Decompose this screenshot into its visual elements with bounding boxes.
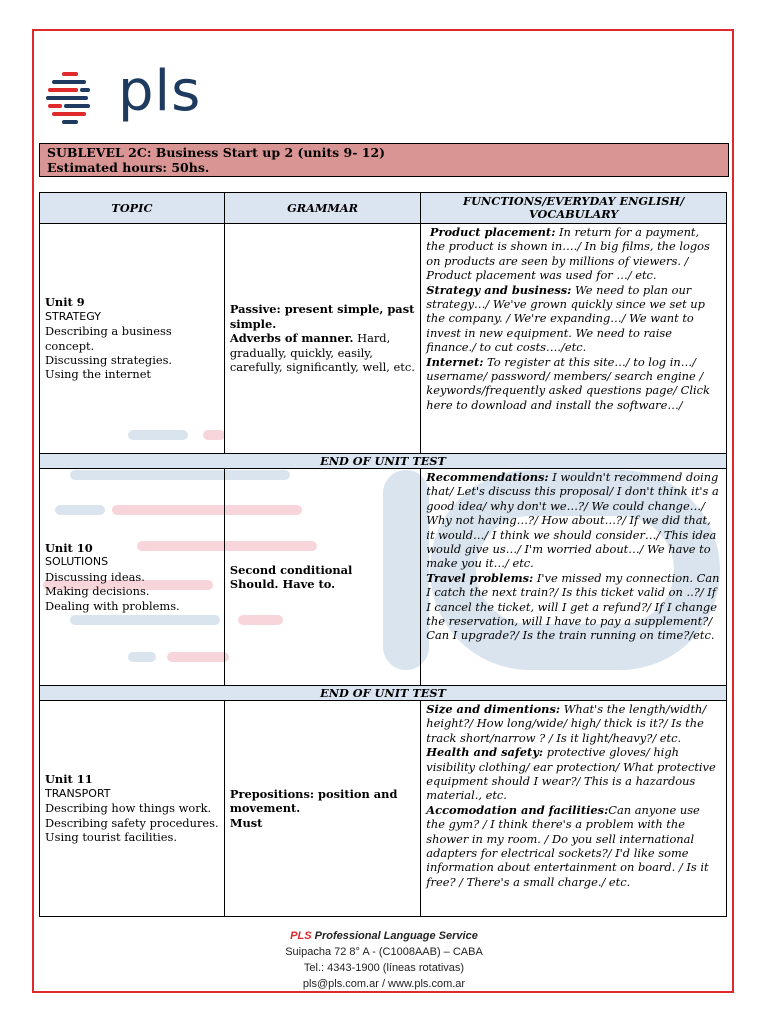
topic-item: Using the internet [45, 367, 152, 382]
grammar-text: Hard, gradually, quickly, easily, carefully, significantly, well, etc. [229, 331, 415, 375]
topic-item: Dealing with problems. [45, 598, 180, 613]
topic-item: Discussing strategies. [45, 352, 173, 367]
end-of-unit-test: END OF UNIT TEST [40, 454, 727, 469]
function-item: Recommendations: I wouldn't recommend doing that/ Let's discuss this proposal/ I don't think it's a good idea/ why don't we…?/ We could change…/ Why not having…?/ How about…?/ If we did that, it would…/ I think we should consider…/ This idea would give us…/ I'm worried about…/ We have to make you it…/ etc. [426, 470, 719, 571]
unit-11-grammar [224, 701, 420, 917]
unit-10-grammar [224, 469, 420, 686]
footer-brand-line [0, 928, 768, 944]
unit-9-topic [40, 224, 225, 454]
grammar-item: Passive: present simple, past simple. [229, 302, 415, 331]
unit-name: STRATEGY [45, 309, 101, 323]
grammar-item: Second conditional [229, 562, 353, 577]
function-item: Internet: To register at this site…/ to log in…/ username/ password/ members/ search engine / keywords/frequently asked questions page/ Click here to download and install the software…/ [426, 354, 710, 412]
table-header-row [40, 193, 727, 224]
unit-number: Unit 10 [45, 540, 93, 555]
header-functions: FUNCTIONS/EVERYDAY ENGLISH/ VOCABULARY [421, 193, 727, 224]
header-grammar: GRAMMAR [224, 193, 420, 224]
grammar-label: Adverbs of manner. [229, 331, 354, 346]
unit-name: SOLUTIONS [45, 555, 109, 569]
unit-9-functions [421, 224, 727, 454]
sublevel-title: SUBLEVEL 2C: Business Start up 2 (units 9- 12) [47, 145, 386, 160]
table-row [40, 469, 727, 686]
grammar-item [230, 331, 415, 374]
topic-item: Discussing ideas. [45, 569, 145, 584]
function-item: Health and safety: protective gloves/ high visibility clothing/ ear protection/ What protective equipment should I wear?/ This is a hazardous material., etc. [426, 745, 716, 803]
footer-phone: Tel.: 4343-1900 (líneas rotativas) [303, 962, 465, 974]
grammar-item: Should. Have to. [229, 577, 336, 591]
footer-address: Suipacha 72 8° A - (C1008AAB) – CABA [285, 946, 483, 958]
unit-number: Unit 9 [45, 295, 85, 310]
end-of-unit-row [40, 686, 727, 701]
end-of-unit-row [40, 454, 727, 469]
unit-10-functions [421, 469, 727, 686]
table-row [40, 701, 727, 917]
unit-9-grammar [224, 224, 420, 454]
syllabus-table [39, 192, 727, 917]
footer-contact[interactable]: pls@pls.com.ar / www.pls.com.ar [302, 978, 466, 990]
unit-11-topic [40, 701, 225, 917]
topic-item: Describing how things work. [45, 801, 212, 816]
table-row [40, 224, 727, 454]
function-item: Product placement: In return for a payment, the product is shown in…./ In big films, the logos on products are seen by millions of viewers. / Product placement was used for …/ etc. [426, 225, 710, 283]
end-of-unit-test: END OF UNIT TEST [40, 686, 727, 701]
function-item: Strategy and business: We need to plan our strategy…/ We've grown quickly since we set up the company. / We're expanding…/ We want to invest in new equipment. We need to raise finance./ to cut costs…./etc. [426, 282, 705, 355]
footer-brand: PLS [290, 930, 312, 942]
function-item: Accomodation and facilities:Can anyone use the gym? / I think there's a problem with the shower in my room. / Do you sell international adapters for electrical sockets?/ I'd like some information about entertainment on board. / Is it free? / There's a small charge./ etc. [426, 802, 709, 889]
function-item: Size and dimentions: What's the length/width/ height?/ How long/wide/ high/ thick is it?/ Is the track short/narrow ? / Is it light/heavy?/ etc. [426, 702, 707, 745]
function-item: Travel problems: I've missed my connection. Can I catch the next train?/ Is this ticket valid on ..?/ If I cancel the ticket, will I get a refund?/ If I change the reservation, will I have to pay a supplement?/ Can I upgrade?/ Is the train running on time?/etc. [426, 570, 720, 643]
unit-number: Unit 11 [45, 772, 93, 787]
topic-item: Making decisions. [45, 584, 150, 599]
topic-item: Describing a business concept. [45, 324, 172, 353]
header-topic: TOPIC [40, 193, 225, 224]
footer-brand-name: Professional Language Service [311, 930, 478, 942]
unit-10-topic [40, 469, 225, 686]
page-footer [0, 928, 768, 992]
unit-11-functions [421, 701, 727, 917]
grammar-item: Prepositions: position and movement. [229, 786, 398, 816]
topic-item: Using tourist facilities. [45, 830, 177, 845]
estimated-hours: Estimated hours: 50hs. [47, 160, 210, 175]
logo-text: pls [118, 59, 202, 124]
topic-item: Describing safety procedures. [45, 815, 219, 830]
unit-name: TRANSPORT [45, 786, 111, 800]
grammar-item: Must [229, 815, 263, 830]
sublevel-header [39, 143, 729, 177]
